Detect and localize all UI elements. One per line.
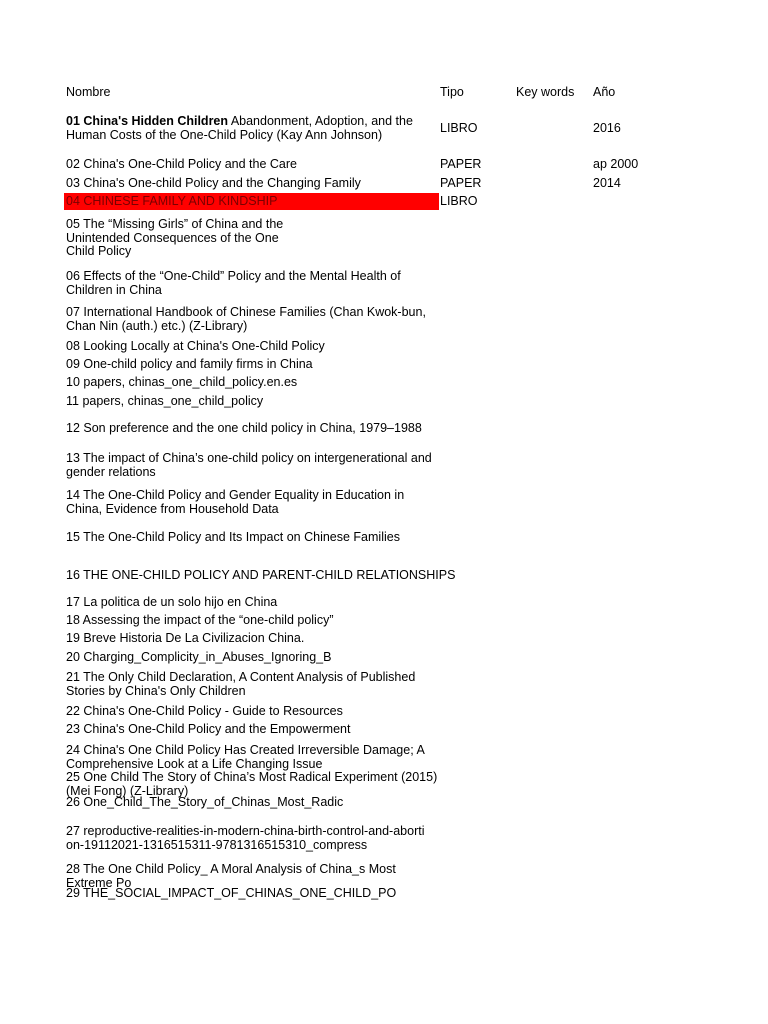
row-name: 25 One Child The Story of China’s Most Radical Experiment (2015) (Mei Fong) (Z-Library) bbox=[66, 770, 438, 798]
row-name: 06 Effects of the “One-Child” Policy and the Mental Health of Children in China bbox=[66, 269, 401, 297]
row-name: 07 International Handbook of Chinese Families (Chan Kwok-bun, Chan Nin (auth.) etc.) (Z-Library) bbox=[66, 305, 426, 333]
row-name-rest: Abandonment, Adoption, and the Human Costs of the One-Child Policy (Kay Ann Johnson) bbox=[66, 114, 413, 142]
column-header-keywords: Key words bbox=[516, 85, 575, 99]
row-name: 24 China's One Child Policy Has Created Irreversible Damage; A Comprehensive Look at a Life Changing Issue bbox=[66, 743, 425, 771]
row-name-bold: 01 China's Hidden Children bbox=[66, 114, 229, 128]
row-tipo: PAPER bbox=[440, 176, 482, 190]
row-name: 05 The “Missing Girls” of China and the Unintended Consequences of the One Child Policy bbox=[66, 217, 284, 258]
row-name: 13 The impact of China’s one-child policy on intergenerational and gender relations bbox=[66, 451, 432, 479]
row-name: 10 papers, chinas_one_child_policy.en.es bbox=[66, 375, 298, 389]
row-name: 16 THE ONE-CHILD POLICY AND PARENT-CHILD RELATIONSHIPS bbox=[66, 568, 456, 582]
row-tipo: PAPER bbox=[440, 157, 482, 171]
row-name: 14 The One-Child Policy and Gender Equality in Education in China, Evidence from Household Data bbox=[66, 488, 405, 516]
row-name: 12 Son preference and the one child policy in China, 1979–1988 bbox=[66, 421, 422, 435]
column-header-ano: Año bbox=[593, 85, 616, 99]
row-tipo: LIBRO bbox=[440, 121, 478, 135]
row-ano: ap 2000 bbox=[593, 157, 639, 171]
row-name: 27 reproductive-realities-in-modern-china-birth-control-and-abortion-19112021-1316515311-9781316515310_compress bbox=[66, 824, 425, 852]
row-ano: 2016 bbox=[593, 121, 621, 135]
row-name: 21 The Only Child Declaration, A Content Analysis of Published Stories by China's Only Children bbox=[66, 670, 416, 698]
row-tipo: LIBRO bbox=[440, 194, 478, 208]
row-name bbox=[66, 115, 438, 142]
row-name: 15 The One-Child Policy and Its Impact on Chinese Families bbox=[66, 530, 400, 544]
row-name: 18 Assessing the impact of the “one-child policy” bbox=[66, 613, 334, 627]
row-name: 22 China's One-Child Policy - Guide to Resources bbox=[66, 704, 343, 718]
row-name: 23 China's One-Child Policy and the Empowerment bbox=[66, 722, 351, 736]
column-header-nombre: Nombre bbox=[66, 85, 111, 99]
row-name: 08 Looking Locally at China's One-Child Policy bbox=[66, 339, 325, 353]
row-name: 04 CHINESE FAMILY AND KINDSHIP bbox=[66, 194, 278, 208]
row-name: 28 The One Child Policy_ A Moral Analysis of China_s Most Extreme Po bbox=[66, 862, 396, 890]
row-name: 20 Charging_Complicity_in_Abuses_Ignoring_B bbox=[66, 650, 332, 664]
row-name: 19 Breve Historia De La Civilizacion China. bbox=[66, 631, 305, 645]
row-name: 29 THE_SOCIAL_IMPACT_OF_CHINAS_ONE_CHILD_PO bbox=[66, 886, 397, 900]
column-header-tipo: Tipo bbox=[440, 85, 464, 99]
row-name: 26 One_Child_The_Story_of_Chinas_Most_Radic bbox=[66, 795, 344, 809]
row-name: 02 China's One-Child Policy and the Care bbox=[66, 157, 297, 171]
row-name: 17 La politica de un solo hijo en China bbox=[66, 595, 278, 609]
row-ano: 2014 bbox=[593, 176, 621, 190]
row-name: 09 One-child policy and family firms in China bbox=[66, 357, 313, 371]
row-name: 11 papers, chinas_one_child_policy bbox=[66, 394, 264, 408]
row-name: 03 China's One-child Policy and the Changing Family bbox=[66, 176, 361, 190]
